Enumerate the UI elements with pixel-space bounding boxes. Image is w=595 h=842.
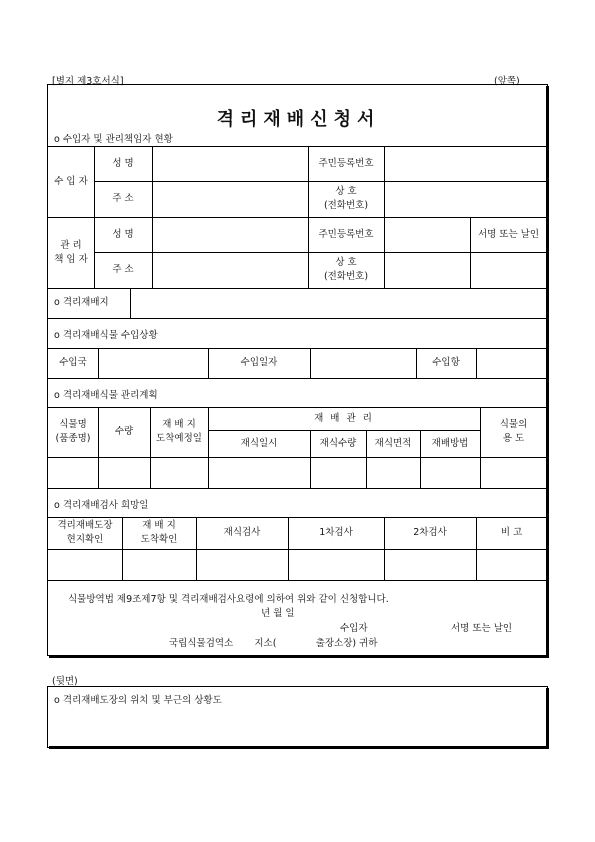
resident-no-field[interactable] (384, 146, 547, 181)
section-plan: o 격리재배식물 관리계획 (54, 390, 158, 401)
section-site-map: o 격리재배도장의 위치 및 부근의 상황도 (54, 695, 222, 706)
remarks-field[interactable] (476, 549, 547, 580)
first-insp-field[interactable] (288, 549, 384, 580)
remarks-header: 비 고 (500, 527, 523, 539)
trade-name-label (308, 181, 384, 217)
site-confirm-line2: 현지확인 (66, 534, 104, 545)
arrival-confirm-line1: 재 배 지 (142, 520, 176, 532)
divider (48, 488, 547, 489)
manager-resident-no-label: 주민등록번호 (318, 228, 374, 240)
importer-address-field[interactable] (152, 181, 308, 217)
manager-label-line2: 책 임 자 (54, 253, 88, 265)
site-field[interactable] (130, 288, 547, 318)
use-header (480, 407, 547, 457)
plant-name-field[interactable] (48, 457, 98, 488)
use-line1: 식물의 (499, 419, 528, 431)
planting-date-field[interactable] (208, 457, 310, 488)
manager-resident-no-field[interactable] (384, 217, 470, 252)
phone-text: (전화번호) (323, 200, 369, 211)
use-line2: 용 도 (502, 433, 525, 444)
manager-address-field[interactable] (152, 252, 308, 288)
site-map-area[interactable] (48, 707, 547, 747)
arrival-confirm-header (122, 517, 196, 549)
arrival-date-field[interactable] (150, 457, 208, 488)
back-side-label: (뒷면) (52, 676, 78, 687)
signature-label: 서명 또는 날인 (477, 228, 540, 240)
declaration-date: 년 월 일 (261, 608, 295, 619)
manager-name-field[interactable] (152, 217, 308, 252)
planting-date-header: 재식일시 (240, 437, 278, 449)
back-side-box (47, 686, 548, 748)
import-date-label: 수입일자 (240, 357, 278, 369)
declaration-statement: 식물방역법 제9조제7항 및 격리재배검사요령에 의하여 위와 같이 신청합니다. (68, 594, 389, 605)
cultivation-header: 재배방법 (431, 437, 469, 449)
quantity-header: 수량 (114, 426, 134, 438)
section-site: o 격리재배지 (54, 297, 109, 309)
divider (48, 580, 547, 581)
name-label: 성 명 (112, 157, 134, 169)
divider (48, 318, 547, 319)
section-importer: o 수입자 및 관리책임자 현황 (54, 134, 173, 145)
quantity-field[interactable] (98, 457, 150, 488)
resident-no-label: 주민등록번호 (318, 157, 374, 169)
country-field[interactable] (98, 348, 208, 378)
site-arrival-header (150, 407, 208, 457)
first-insp-header: 1차검사 (319, 527, 353, 539)
planting-insp-field[interactable] (196, 549, 288, 580)
plant-name-text: 식물명 (59, 419, 87, 431)
planting-area-header: 재식면적 (374, 437, 412, 449)
application-form (47, 84, 548, 656)
arrival-confirm-field[interactable] (122, 549, 196, 580)
section-inspection: o 격리재배검사 희망일 (54, 500, 149, 511)
recipient-line: 국립식물검역소 지소( 출장소장) 귀하 (169, 638, 378, 649)
plant-name-header (48, 407, 98, 457)
manager-label-line1: 관 리 (60, 239, 82, 251)
planting-qty-field[interactable] (310, 457, 366, 488)
second-insp-header: 2차검사 (413, 527, 447, 539)
planting-insp-header: 재식검사 (223, 527, 261, 539)
trade-name-text: 상 호 (335, 186, 357, 198)
signature-field[interactable] (470, 252, 547, 288)
manager-trade-name-field[interactable] (384, 252, 470, 288)
port-field[interactable] (476, 348, 547, 378)
importer-label: 수 입 자 (54, 175, 88, 187)
planting-area-field[interactable] (366, 457, 420, 488)
management-header: 재 배 관 리 (314, 412, 374, 424)
site-arrival-line1: 재 배 지 (162, 419, 196, 431)
manager-trade-name-label (308, 252, 384, 288)
import-date-field[interactable] (310, 348, 416, 378)
manager-phone-text: (전화번호) (323, 271, 369, 282)
cultivation-field[interactable] (420, 457, 480, 488)
manager-address-label: 주 소 (112, 264, 134, 276)
form-title: 격리재배신청서 (216, 109, 381, 130)
trade-name-field[interactable] (384, 181, 547, 217)
variety-text: (품종명) (55, 433, 91, 444)
address-label: 주 소 (112, 193, 134, 205)
arrival-confirm-line2: 도착확인 (140, 534, 178, 545)
applicant-label: 수입자 (340, 623, 368, 634)
port-label: 수입항 (432, 357, 460, 369)
site-arrival-line2: 도착예정일 (156, 433, 202, 444)
divider (48, 378, 547, 379)
page-side-label: (앞쪽) (494, 76, 520, 87)
site-confirm-field[interactable] (48, 549, 122, 580)
manager-trade-name-text: 상 호 (335, 257, 357, 269)
manager-name-label: 성 명 (112, 228, 134, 240)
manager-label (48, 217, 94, 288)
second-insp-field[interactable] (384, 549, 476, 580)
form-number: [별지 제3호서식] (52, 76, 124, 87)
site-confirm-line1: 격리재배도장 (57, 520, 113, 532)
applicant-signature-label: 서명 또는 날인 (451, 623, 513, 634)
site-confirm-header (48, 517, 122, 549)
country-label: 수입국 (59, 357, 87, 369)
planting-qty-header: 재식수량 (319, 437, 357, 449)
use-field[interactable] (480, 457, 547, 488)
section-import-status: o 격리재배식물 수입상황 (54, 330, 158, 341)
importer-name-field[interactable] (152, 146, 308, 181)
